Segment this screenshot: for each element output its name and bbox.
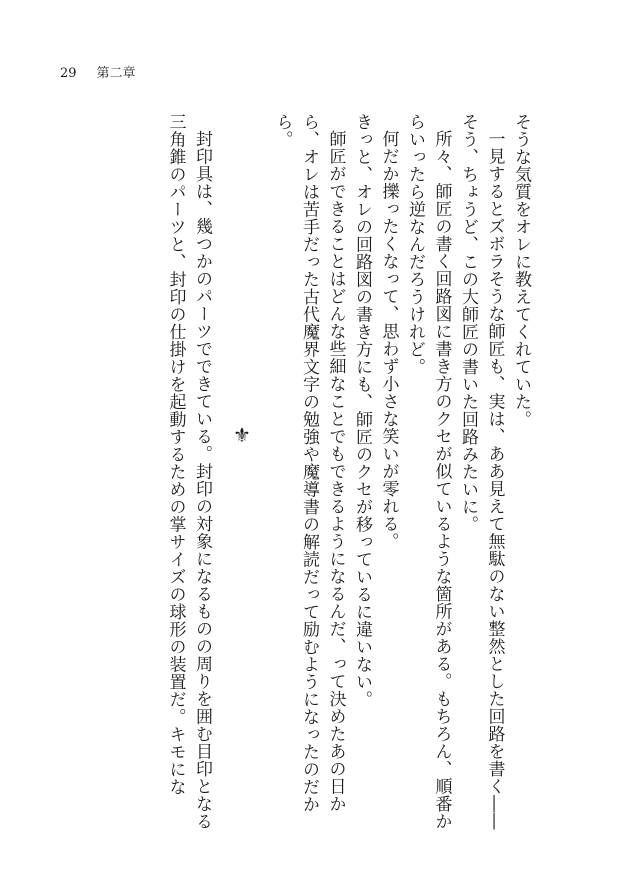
- paragraph: 所々、師匠の書く回路図に書き方のクセが似ているような箇所がある。もちろん、順番からいったら逆なんだろうけれど。: [405, 113, 452, 830]
- page-number: 29: [60, 66, 77, 81]
- paragraph: 一見するとズボラそうな師匠も、実は、ああ見えて無駄のない整然とした回路を書く――: [484, 130, 505, 830]
- paragraph: きっと、オレの回路図の書き方にも、師匠のクセが移っているに違いない。: [352, 113, 372, 708]
- body-text: [162, 113, 534, 833]
- fleur-de-lis-icon: ⚜: [230, 423, 254, 448]
- paragraph: そうな気質をオレに教えてくれていた。: [511, 113, 531, 428]
- paragraph: そう、ちょうど、この大師匠の書いた回路みたいに。: [458, 113, 478, 533]
- paragraph: 何だか擽ったくなって、思わず小さな笑いが零れる。: [378, 130, 399, 550]
- chapter-title: 第二章: [96, 66, 136, 81]
- paragraph: 封印具は、幾つかのパーツでできている。封印の対象になるものの周りを囲む目印となる三角錐のパーツと、封印の仕掛けを起動するための掌サイズの球形の装置だ。キモにな: [165, 113, 212, 830]
- paragraph: 師匠ができることはどんな些細なことでもできるようになるんだ、って決めたあの日から、オレは苦手だった古代魔界文字の勉強や魔導書の解読だって励むようになったのだから。: [272, 113, 346, 813]
- page-header: [60, 62, 136, 81]
